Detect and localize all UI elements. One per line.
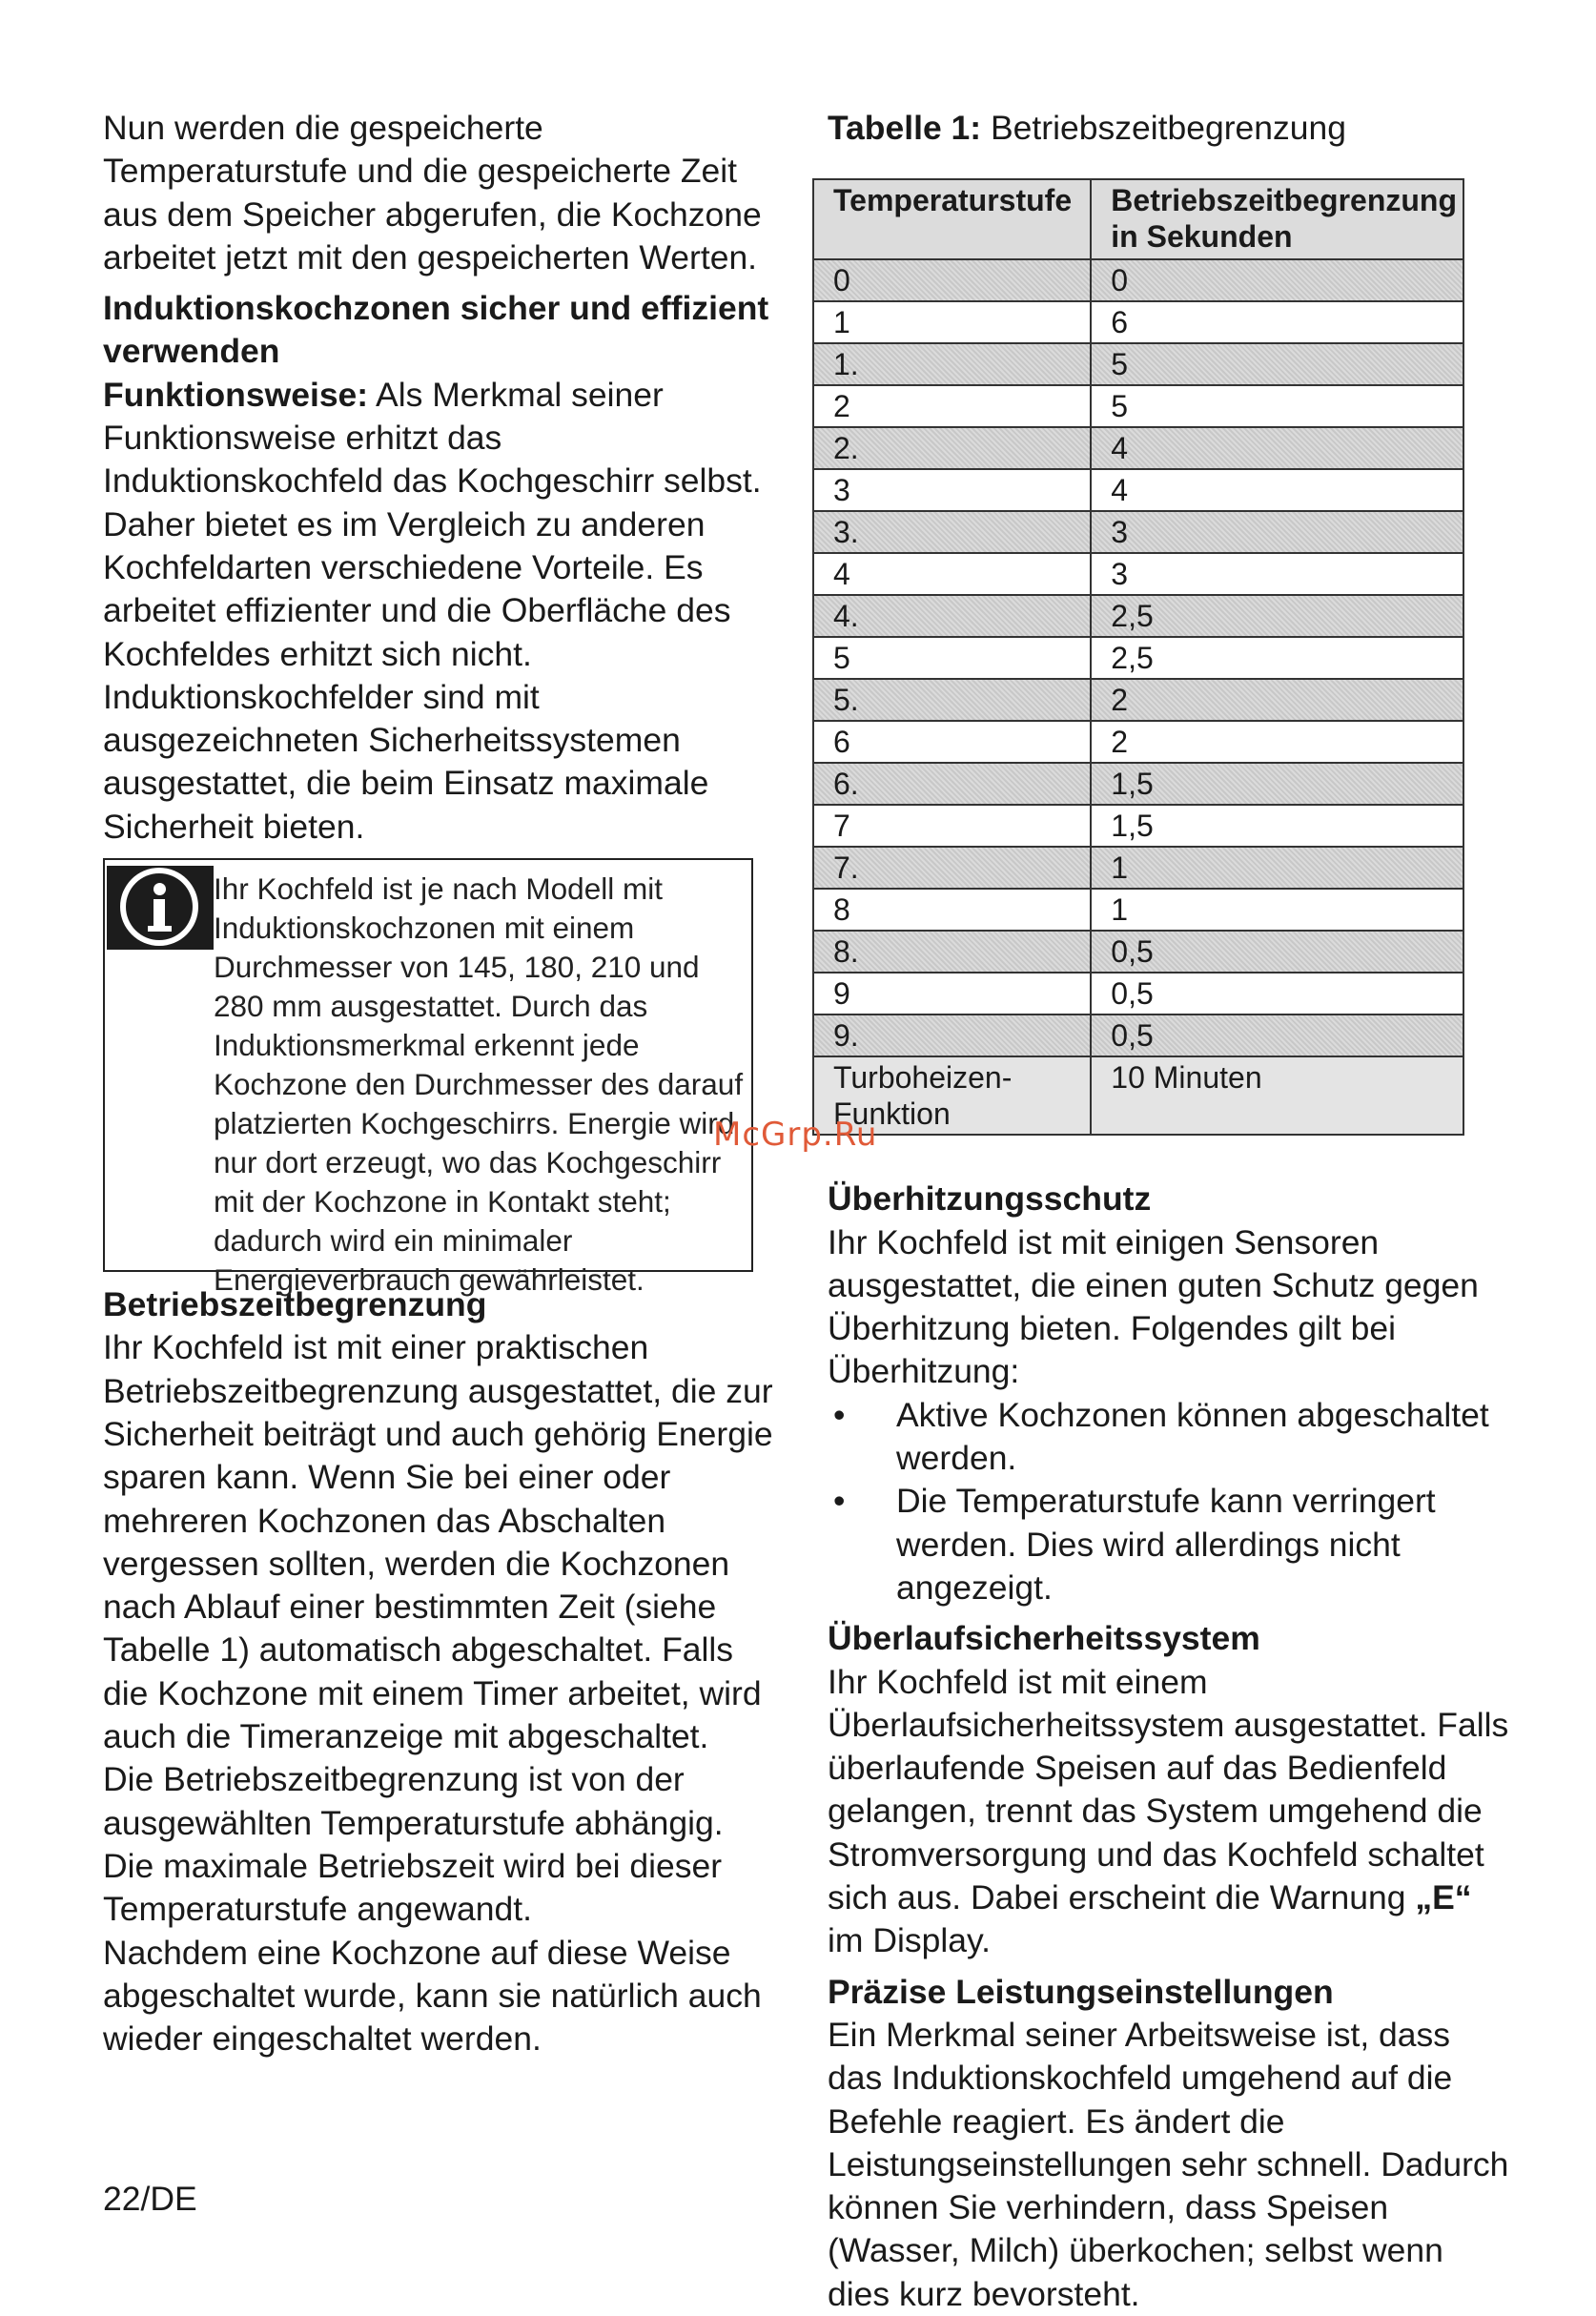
- info-icon: [107, 866, 214, 950]
- right-column: [828, 107, 1514, 2316]
- table-row: [813, 553, 1463, 595]
- info-note-box: [103, 858, 753, 1298]
- cell-betriebszeit: 3: [1091, 553, 1463, 595]
- heading-induktion: Induktionskochzonen sicher und effizient verwenden: [103, 289, 769, 371]
- cell-betriebszeit: 1: [1091, 847, 1463, 889]
- cell-betriebszeit: 4: [1091, 427, 1463, 469]
- ueberlauf-text-b: im Display.: [828, 1921, 991, 1960]
- table-row: [813, 511, 1463, 553]
- cell-temperaturstufe: Turboheizen-Funktion: [813, 1056, 1091, 1135]
- table-row: [813, 679, 1463, 721]
- table-row: [813, 637, 1463, 679]
- cell-betriebszeit: 3: [1091, 511, 1463, 553]
- cell-temperaturstufe: 2.: [813, 427, 1091, 469]
- ueberhitzung-paragraph: Ihr Kochfeld ist mit einigen Sensoren ausgestattet, die einen guten Schutz gegen Überhitzung bieten. Folgendes gilt bei Überhitzung:: [828, 1222, 1479, 1391]
- cell-betriebszeit: 2: [1091, 679, 1463, 721]
- table-caption-label: Tabelle 1:: [828, 109, 982, 147]
- funktionsweise-paragraph: [103, 374, 780, 849]
- betriebszeit-paragraph-2: Die Betriebszeitbegrenzung ist von der ausgewählten Temperaturstufe abhängig. Die maximale Betriebszeit wird bei dieser Temperaturstufe angewandt.: [103, 1760, 724, 1929]
- list-item: • Die Temperaturstufe kann verringert werden. Dies wird allerdings nicht angezeigt.: [828, 1480, 1514, 1609]
- cell-betriebszeit: 2,5: [1091, 637, 1463, 679]
- cell-betriebszeit: 0,5: [1091, 973, 1463, 1015]
- cell-betriebszeit: 2,5: [1091, 595, 1463, 637]
- page-number: 22/DE: [103, 2180, 197, 2218]
- cell-temperaturstufe: 5.: [813, 679, 1091, 721]
- funktionsweise-label: Funktionsweise:: [103, 375, 369, 414]
- table-caption: [828, 107, 1514, 150]
- cell-temperaturstufe: 4: [813, 553, 1091, 595]
- cell-betriebszeit: 0: [1091, 259, 1463, 301]
- table-row: [813, 763, 1463, 805]
- table-row: [813, 427, 1463, 469]
- cell-temperaturstufe: 8: [813, 889, 1091, 931]
- table-row: [813, 301, 1463, 343]
- funktionsweise-text: Als Merkmal seiner Funktionsweise erhitzt das Induktionskochfeld das Kochgeschirr selbst. Daher bietet es im Vergleich zu anderen Kochfeldarten verschiedene Vorteile. Es arbeitet effizienter und die Oberfläche des Kochfeldes erhitzt sich nicht. Induktionskochfelder sind mit ausgezeichneten Sicherheitssystemen ausgestattet, die beim Einsatz maximale Sicherheit bieten.: [103, 375, 762, 846]
- heading-ueberlauf: Überlaufsicherheitssystem: [828, 1619, 1260, 1658]
- ueberhitzung-list: [828, 1394, 1514, 1609]
- warning-code: „E“: [1415, 1878, 1472, 1917]
- list-item: • Aktive Kochzonen können abgeschaltet werden.: [828, 1394, 1514, 1481]
- cell-temperaturstufe: 1.: [813, 343, 1091, 385]
- ueberlauf-paragraph: [828, 1661, 1514, 1963]
- cell-temperaturstufe: 2: [813, 385, 1091, 427]
- cell-temperaturstufe: 7: [813, 805, 1091, 847]
- cell-temperaturstufe: 4.: [813, 595, 1091, 637]
- cell-betriebszeit: 1: [1091, 889, 1463, 931]
- cell-temperaturstufe: 0: [813, 259, 1091, 301]
- betriebszeit-table: [812, 178, 1464, 1136]
- betriebszeit-paragraph-1: Ihr Kochfeld ist mit einer praktischen Betriebszeitbegrenzung ausgestattet, die zur Sicherheit beiträgt und auch gehörig Energie sparen kann. Wenn Sie bei einer oder mehreren Kochzonen das Abschalten vergessen sollten, werden die Kochzonen nach Ablauf einer bestimmten Zeit (siehe Tabelle 1) automatisch abgeschaltet. Falls die Kochzone mit einem Timer arbeitet, wird auch die Timeranzeige mit abgeschaltet.: [103, 1328, 773, 1756]
- info-note-text: Ihr Kochfeld ist je nach Modell mit Induktionskochzonen mit einem Durchmesser von 145, 180, 210 und 280 mm ausgestattet. Durch das Induktionsmerkmal erkennt jede Kochzone den Durchmesser des darauf platzierten Kochgeschirrs. Energie wird nur dort erzeugt, wo das Kochgeschirr mit der Kochzone in Kontakt steht; dadurch wird ein minimaler Energieverbrauch gewährleistet.: [214, 871, 744, 1298]
- cell-temperaturstufe: 6.: [813, 763, 1091, 805]
- table-row: [813, 595, 1463, 637]
- heading-betriebszeit: Betriebszeitbegrenzung: [103, 1285, 487, 1324]
- heading-ueberhitzung: Überhitzungsschutz: [828, 1179, 1152, 1219]
- cell-temperaturstufe: 3.: [813, 511, 1091, 553]
- heading-praezise: Präzise Leistungseinstellungen: [828, 1972, 1334, 2011]
- cell-betriebszeit: 1,5: [1091, 805, 1463, 847]
- table-caption-text: Betriebszeitbegrenzung: [981, 109, 1346, 147]
- cell-temperaturstufe: 9.: [813, 1015, 1091, 1056]
- intro-paragraph: Nun werden die gespeicherte Temperaturstufe und die gespeicherte Zeit aus dem Speicher abgerufen, die Kochzone arbeitet jetzt mit den gespeicherten Werten.: [103, 109, 762, 277]
- table-row: [813, 469, 1463, 511]
- praezise-paragraph: Ein Merkmal seiner Arbeitsweise ist, dass das Induktionskochfeld umgehend auf die Befehle reagiert. Es ändert die Leistungseinstellungen sehr schnell. Dadurch können Sie verhindern, dass Speisen (Wasser, Milch) überkochen; selbst wenn dies kurz bevorsteht.: [828, 2015, 1509, 2313]
- table-header-row: [813, 179, 1463, 259]
- cell-betriebszeit: 6: [1091, 301, 1463, 343]
- table-row: [813, 847, 1463, 889]
- header-betriebszeit: Betriebszeitbegrenzung in Sekunden: [1091, 179, 1463, 259]
- cell-betriebszeit: 10 Minuten: [1091, 1056, 1463, 1135]
- cell-temperaturstufe: 3: [813, 469, 1091, 511]
- table-row: [813, 1015, 1463, 1056]
- ueberlauf-text-a: Ihr Kochfeld ist mit einem Überlaufsicherheitssystem ausgestattet. Falls überlaufende Speisen auf das Bedienfeld gelangen, trennt das System umgehend die Stromversorgung und das Kochfeld schaltet sich aus. Dabei erscheint die Warnung: [828, 1662, 1509, 1917]
- watermark: McGrp.Ru: [713, 1116, 878, 1154]
- cell-temperaturstufe: 7.: [813, 847, 1091, 889]
- cell-betriebszeit: 0,5: [1091, 1015, 1463, 1056]
- cell-betriebszeit: 5: [1091, 385, 1463, 427]
- table-row: [813, 889, 1463, 931]
- cell-betriebszeit: 2: [1091, 721, 1463, 763]
- cell-betriebszeit: 1,5: [1091, 763, 1463, 805]
- table-row: [813, 385, 1463, 427]
- cell-temperaturstufe: 8.: [813, 931, 1091, 973]
- cell-betriebszeit: 5: [1091, 343, 1463, 385]
- cell-temperaturstufe: 9: [813, 973, 1091, 1015]
- table-row: [813, 1056, 1463, 1135]
- table-row: [813, 931, 1463, 973]
- table-row: [813, 805, 1463, 847]
- header-temperaturstufe: Temperaturstufe: [813, 179, 1091, 259]
- betriebszeit-paragraph-3: Nachdem eine Kochzone auf diese Weise abgeschaltet wurde, kann sie natürlich auch wieder eingeschaltet werden.: [103, 1933, 762, 2059]
- table-row: [813, 721, 1463, 763]
- cell-betriebszeit: 4: [1091, 469, 1463, 511]
- cell-temperaturstufe: 1: [813, 301, 1091, 343]
- table-row: [813, 259, 1463, 301]
- table-row: [813, 343, 1463, 385]
- table-row: [813, 973, 1463, 1015]
- cell-betriebszeit: 0,5: [1091, 931, 1463, 973]
- left-column: [103, 107, 780, 2060]
- cell-temperaturstufe: 5: [813, 637, 1091, 679]
- cell-temperaturstufe: 6: [813, 721, 1091, 763]
